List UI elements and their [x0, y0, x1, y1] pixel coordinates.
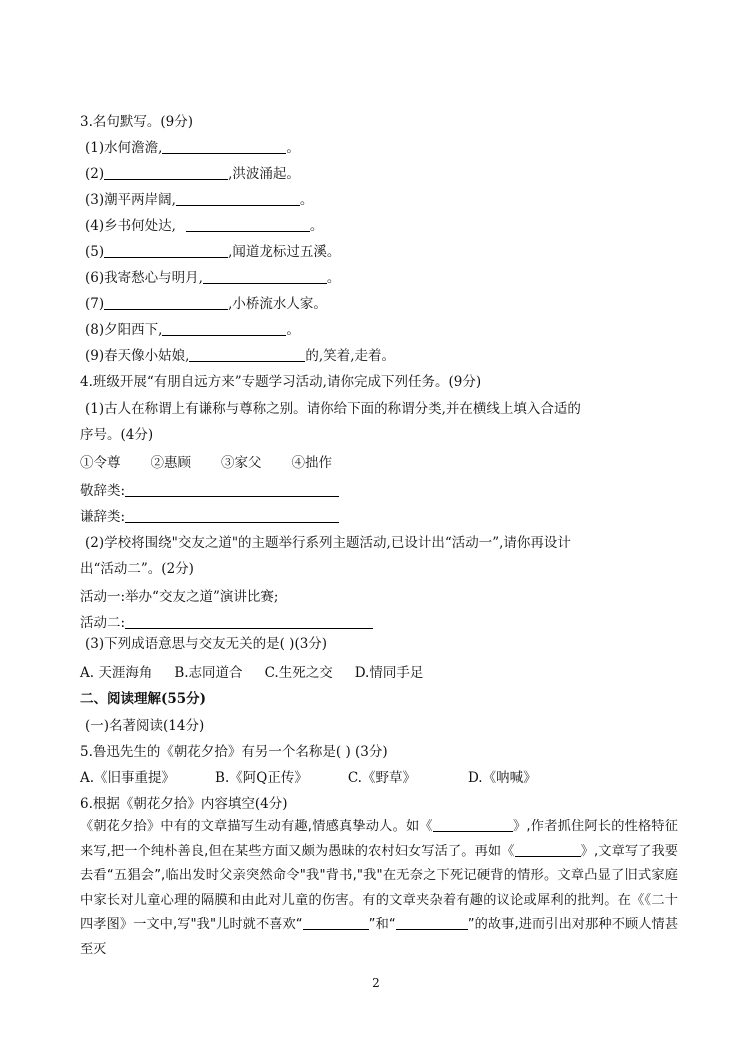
q3-item-3: (3)潮平两岸阔, 。 — [85, 192, 314, 208]
respect-answer-blank[interactable] — [125, 482, 339, 497]
option: ④拙作 — [291, 455, 332, 471]
choice-a[interactable]: A. 天涯海角 — [80, 665, 153, 681]
q3-item-4: (4)乡书何处达, 。 — [85, 218, 324, 234]
q5-title: 5.鲁迅先生的《朝花夕拾》有另一个名称是( ) (3分) — [80, 744, 388, 760]
choice-d[interactable]: D.情同手足 — [354, 665, 424, 681]
q4-sub3: (3)下列成语意思与交友无关的是( )(3分) — [85, 636, 328, 652]
activity-two-label: 活动二: — [80, 615, 126, 631]
q4-title: 4.班级开展“有朋自远方来”专题学习活动,请你完成下列任务。(9分) — [80, 374, 482, 390]
answer-blank[interactable] — [176, 191, 300, 206]
q6-title: 6.根据《朝花夕拾》内容填空(4分) — [80, 796, 288, 812]
activity-two-blank[interactable] — [125, 614, 373, 629]
option: ①令尊 — [80, 455, 121, 471]
answer-blank[interactable] — [189, 347, 305, 362]
answer-blank[interactable] — [104, 243, 228, 258]
q4-sub1-line1: (1)古人在称谓上有谦称与尊称之别。请你给下面的称谓分类,并在横线上填入合适的 — [85, 401, 581, 417]
answer-blank[interactable] — [104, 165, 228, 180]
respect-label: 敬辞类: — [80, 483, 126, 499]
choice-d[interactable]: D.《呐喊》 — [467, 770, 537, 786]
q4-options — [80, 453, 682, 473]
q3-item-6: (6)我寄愁心与明月, 。 — [85, 270, 341, 286]
answer-blank[interactable] — [186, 217, 310, 232]
choice-c[interactable]: C.生死之交 — [264, 665, 333, 681]
q3-title: 3.名句默写。(9分) — [80, 114, 194, 130]
humble-row — [80, 507, 682, 527]
q3-item-9: (9)春天像小姑娘, 的,笑着,走着。 — [85, 348, 396, 364]
choice-b[interactable]: B.《阿Q正传》 — [215, 770, 308, 786]
q6-paragraph: 《朝花夕拾》中有的文章描写生动有趣,情感真挚动人。如《 》,作者抓住阿长的性格特征来写,把一个纯朴善良,但在某些方面又颇为愚昧的农村妇女写活了。再如《 》,文章写了我要去看“五猖会”,临出发时父亲突然命令"我"背书,"我"在无奈之下死记硬背的情形。文章凸显了旧式家庭中家长对儿童心理的隔膜和由此对儿童的伤害。有的文章夹杂着有趣的议论或犀利的批判。在《《二十四孝图》一文中,写"我"儿时就不喜欢“ ”和“ ”的故事,进而引出对那种不顾人情甚至灭 — [80, 819, 679, 957]
humble-label: 谦辞类: — [80, 509, 126, 525]
respect-row — [80, 481, 682, 501]
activity-two-row — [80, 613, 682, 633]
option: ②惠顾 — [150, 455, 191, 471]
q3-item-7: (7) ,小桥流水人家。 — [85, 296, 327, 312]
q3-item-2: (2) ,洪波涌起。 — [85, 166, 300, 182]
q3-item-8: (8)夕阳西下, 。 — [85, 322, 300, 338]
q3-item-5: (5) ,闻道龙标过五溪。 — [85, 244, 341, 260]
answer-blank[interactable] — [162, 139, 286, 154]
answer-blank[interactable] — [303, 915, 369, 930]
answer-blank[interactable] — [162, 321, 286, 336]
q3-item-1: (1)水何澹澹, 。 — [85, 140, 300, 156]
choice-c[interactable]: C.《野草》 — [347, 770, 416, 786]
choice-b[interactable]: B.志同道合 — [174, 665, 243, 681]
answer-blank[interactable] — [203, 269, 327, 284]
choice-a[interactable]: A.《旧事重提》 — [80, 770, 176, 786]
q4-sub2-line2: 出“活动二”。(2分) — [80, 561, 194, 577]
section-2-title: 二、阅读理解(55分) — [80, 691, 207, 707]
option: ③家父 — [221, 455, 262, 471]
q4-sub2-line1: (2)学校将围绕"交友之道"的主题举行系列主题活动,已设计出“活动一”,请你再设计 — [85, 535, 571, 551]
answer-blank[interactable] — [396, 915, 468, 930]
q4-choices — [80, 663, 682, 683]
q4-sub1-line2: 序号。(4分) — [80, 427, 154, 443]
activity-one: 活动一:举办“交友之道”演讲比赛; — [80, 589, 279, 605]
q5-choices — [80, 768, 682, 788]
answer-blank[interactable] — [104, 295, 228, 310]
section-2-part-1: (一)名著阅读(14分) — [85, 718, 205, 734]
humble-answer-blank[interactable] — [125, 508, 339, 523]
answer-blank[interactable] — [515, 842, 581, 857]
page-number: 2 — [372, 976, 380, 990]
answer-blank[interactable] — [433, 817, 513, 832]
